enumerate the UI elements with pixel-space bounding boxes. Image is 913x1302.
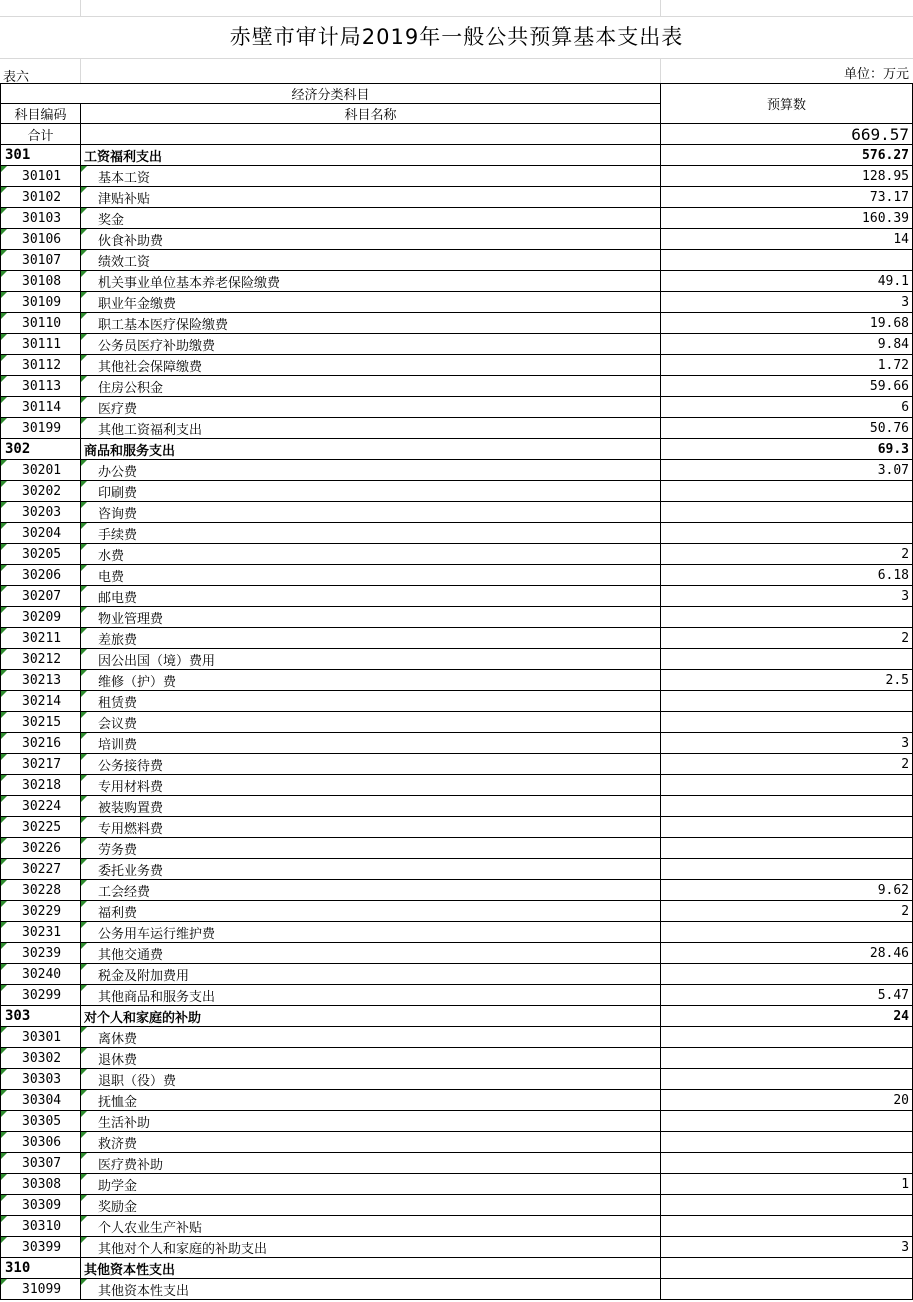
table-row [1, 565, 913, 586]
row-name: 水费 [81, 544, 661, 565]
row-value [661, 607, 913, 628]
row-name: 公务员医疗补助缴费 [81, 334, 661, 355]
row-value: 3 [661, 1237, 913, 1258]
row-value: 5.47 [661, 985, 913, 1006]
row-code: 30399 [1, 1237, 81, 1258]
row-code: 30301 [1, 1027, 81, 1048]
row-code: 30207 [1, 586, 81, 607]
row-name: 奖励金 [81, 1195, 661, 1216]
row-name: 对个人和家庭的补助 [81, 1006, 661, 1027]
row-value: 28.46 [661, 943, 913, 964]
row-code: 30212 [1, 649, 81, 670]
unit-label: 单位：万元 [843, 67, 909, 82]
row-value: 2.5 [661, 670, 913, 691]
row-code: 30201 [1, 460, 81, 481]
row-value [661, 1111, 913, 1132]
table-row [1, 229, 913, 250]
row-code: 30103 [1, 208, 81, 229]
row-name: 工会经费 [81, 880, 661, 901]
row-name: 租赁费 [81, 691, 661, 712]
row-value: 2 [661, 754, 913, 775]
row-code: 30299 [1, 985, 81, 1006]
row-code: 30107 [1, 250, 81, 271]
table-row [1, 334, 913, 355]
row-name: 公务用车运行维护费 [81, 922, 661, 943]
table-row [1, 418, 913, 439]
row-name: 商品和服务支出 [81, 439, 661, 460]
row-code: 30215 [1, 712, 81, 733]
row-value: 576.27 [661, 145, 913, 166]
table-row [1, 901, 913, 922]
row-value: 73.17 [661, 187, 913, 208]
total-value: 669.57 [661, 124, 913, 145]
row-name: 其他交通费 [81, 943, 661, 964]
row-value [661, 1279, 913, 1300]
row-value: 3.07 [661, 460, 913, 481]
table-row [1, 250, 913, 271]
row-value [661, 775, 913, 796]
row-name: 会议费 [81, 712, 661, 733]
row-value: 59.66 [661, 376, 913, 397]
row-code: 302 [1, 439, 81, 460]
row-value: 24 [661, 1006, 913, 1027]
row-name: 劳务费 [81, 838, 661, 859]
row-name: 机关事业单位基本养老保险缴费 [81, 271, 661, 292]
table-row [1, 670, 913, 691]
table-row [1, 691, 913, 712]
row-value [661, 817, 913, 838]
row-name: 退休费 [81, 1048, 661, 1069]
table-row [1, 1174, 913, 1195]
total-name-cell [81, 124, 661, 145]
row-name: 差旅费 [81, 628, 661, 649]
row-name: 伙食补助费 [81, 229, 661, 250]
row-value [661, 796, 913, 817]
table-row [1, 292, 913, 313]
row-name: 职工基本医疗保险缴费 [81, 313, 661, 334]
row-code: 30108 [1, 271, 81, 292]
table-row [1, 187, 913, 208]
row-value: 69.3 [661, 439, 913, 460]
header-economic-category: 经济分类科目 [1, 84, 661, 104]
row-name: 工资福利支出 [81, 145, 661, 166]
table-row [1, 313, 913, 334]
row-value [661, 1048, 913, 1069]
table-row [1, 145, 913, 166]
row-name: 其他资本性支出 [81, 1258, 661, 1279]
row-code: 310 [1, 1258, 81, 1279]
row-name: 救济费 [81, 1132, 661, 1153]
row-value [661, 250, 913, 271]
gridline [80, 0, 81, 16]
table-row [1, 880, 913, 901]
row-value [661, 838, 913, 859]
row-name: 津贴补贴 [81, 187, 661, 208]
row-code: 30306 [1, 1132, 81, 1153]
gridline [660, 58, 661, 83]
row-name: 职业年金缴费 [81, 292, 661, 313]
row-value: 6.18 [661, 565, 913, 586]
table-row [1, 922, 913, 943]
row-name: 医疗费补助 [81, 1153, 661, 1174]
table-row [1, 1111, 913, 1132]
row-value: 3 [661, 586, 913, 607]
row-name: 邮电费 [81, 586, 661, 607]
row-code: 30206 [1, 565, 81, 586]
table-row [1, 355, 913, 376]
row-value: 50.76 [661, 418, 913, 439]
row-name: 退职（役）费 [81, 1069, 661, 1090]
row-code: 30199 [1, 418, 81, 439]
row-value: 1 [661, 1174, 913, 1195]
row-name: 委托业务费 [81, 859, 661, 880]
table-row [1, 607, 913, 628]
row-code: 30213 [1, 670, 81, 691]
row-code: 30113 [1, 376, 81, 397]
table-row [1, 1132, 913, 1153]
row-value: 160.39 [661, 208, 913, 229]
row-code: 30227 [1, 859, 81, 880]
row-code: 30304 [1, 1090, 81, 1111]
row-code: 30211 [1, 628, 81, 649]
row-name: 其他对个人和家庭的补助支出 [81, 1237, 661, 1258]
sub-header-row [0, 58, 913, 83]
row-value: 3 [661, 733, 913, 754]
table-row [1, 166, 913, 187]
row-name: 基本工资 [81, 166, 661, 187]
table-row [1, 1027, 913, 1048]
row-name: 电费 [81, 565, 661, 586]
row-value [661, 1132, 913, 1153]
row-value [661, 1258, 913, 1279]
row-code: 30112 [1, 355, 81, 376]
row-name: 离休费 [81, 1027, 661, 1048]
row-name: 咨询费 [81, 502, 661, 523]
row-name: 个人农业生产补贴 [81, 1216, 661, 1237]
row-code: 30309 [1, 1195, 81, 1216]
row-code: 30228 [1, 880, 81, 901]
row-code: 30109 [1, 292, 81, 313]
header-row-group [1, 84, 913, 104]
table-row [1, 271, 913, 292]
row-name: 专用燃料费 [81, 817, 661, 838]
row-code: 30205 [1, 544, 81, 565]
table-row [1, 208, 913, 229]
row-code: 30101 [1, 166, 81, 187]
row-name: 因公出国（境）费用 [81, 649, 661, 670]
row-code: 301 [1, 145, 81, 166]
row-name: 办公费 [81, 460, 661, 481]
row-code: 30240 [1, 964, 81, 985]
row-name: 被装购置费 [81, 796, 661, 817]
row-value [661, 1216, 913, 1237]
row-name: 其他工资福利支出 [81, 418, 661, 439]
row-name: 手续费 [81, 523, 661, 544]
row-code: 30310 [1, 1216, 81, 1237]
table-row [1, 1006, 913, 1027]
row-value: 1.72 [661, 355, 913, 376]
row-name: 其他商品和服务支出 [81, 985, 661, 1006]
row-code: 30225 [1, 817, 81, 838]
table-label: 表六 [3, 70, 30, 85]
table-row [1, 754, 913, 775]
table-row [1, 439, 913, 460]
table-row [1, 502, 913, 523]
header-budget: 预算数 [661, 84, 913, 124]
row-value [661, 523, 913, 544]
row-name: 奖金 [81, 208, 661, 229]
row-code: 30226 [1, 838, 81, 859]
row-name: 抚恤金 [81, 1090, 661, 1111]
row-value: 19.68 [661, 313, 913, 334]
row-name: 专用材料费 [81, 775, 661, 796]
header-name: 科目名称 [81, 104, 661, 124]
table-row [1, 1279, 913, 1300]
row-value [661, 1153, 913, 1174]
budget-table [0, 83, 913, 1300]
table-row [1, 628, 913, 649]
row-code: 30305 [1, 1111, 81, 1132]
row-code: 30110 [1, 313, 81, 334]
row-name: 物业管理费 [81, 607, 661, 628]
row-code: 30224 [1, 796, 81, 817]
row-value [661, 1195, 913, 1216]
row-value: 9.84 [661, 334, 913, 355]
row-name: 印刷费 [81, 481, 661, 502]
table-row [1, 1216, 913, 1237]
row-name: 助学金 [81, 1174, 661, 1195]
row-value [661, 481, 913, 502]
row-value: 2 [661, 901, 913, 922]
header-code: 科目编码 [1, 104, 81, 124]
table-row [1, 544, 913, 565]
row-value: 3 [661, 292, 913, 313]
row-code: 30202 [1, 481, 81, 502]
row-value [661, 712, 913, 733]
table-row [1, 1090, 913, 1111]
table-row [1, 397, 913, 418]
table-row [1, 1237, 913, 1258]
total-row [1, 124, 913, 145]
row-value [661, 1069, 913, 1090]
table-row [1, 481, 913, 502]
table-row [1, 376, 913, 397]
table-row [1, 649, 913, 670]
row-code: 30308 [1, 1174, 81, 1195]
row-name: 税金及附加费用 [81, 964, 661, 985]
table-row [1, 1048, 913, 1069]
row-code: 30229 [1, 901, 81, 922]
row-code: 30114 [1, 397, 81, 418]
row-name: 其他社会保障缴费 [81, 355, 661, 376]
row-name: 生活补助 [81, 1111, 661, 1132]
row-value: 20 [661, 1090, 913, 1111]
gridline [80, 58, 81, 83]
table-row [1, 712, 913, 733]
row-code: 303 [1, 1006, 81, 1027]
row-code: 30231 [1, 922, 81, 943]
row-name: 维修（护）费 [81, 670, 661, 691]
table-row [1, 796, 913, 817]
row-value [661, 1027, 913, 1048]
table-row [1, 1258, 913, 1279]
table-row [1, 943, 913, 964]
row-value [661, 859, 913, 880]
row-code: 30214 [1, 691, 81, 712]
table-row [1, 1153, 913, 1174]
row-value: 6 [661, 397, 913, 418]
table-row [1, 1195, 913, 1216]
row-value: 2 [661, 628, 913, 649]
row-code: 30216 [1, 733, 81, 754]
row-code: 30303 [1, 1069, 81, 1090]
row-value [661, 922, 913, 943]
row-code: 30239 [1, 943, 81, 964]
table-row [1, 859, 913, 880]
gridline [660, 0, 661, 16]
row-name: 福利费 [81, 901, 661, 922]
row-value [661, 691, 913, 712]
table-row [1, 838, 913, 859]
table-row [1, 775, 913, 796]
row-name: 其他资本性支出 [81, 1279, 661, 1300]
page-title: 赤壁市审计局2019年一般公共预算基本支出表 [0, 16, 913, 59]
row-name: 医疗费 [81, 397, 661, 418]
row-value: 49.1 [661, 271, 913, 292]
row-code: 30111 [1, 334, 81, 355]
row-code: 30217 [1, 754, 81, 775]
table-row [1, 985, 913, 1006]
row-code: 31099 [1, 1279, 81, 1300]
table-row [1, 586, 913, 607]
table-row [1, 733, 913, 754]
row-code: 30218 [1, 775, 81, 796]
row-code: 30203 [1, 502, 81, 523]
total-label: 合计 [1, 124, 81, 145]
row-name: 培训费 [81, 733, 661, 754]
row-code: 30209 [1, 607, 81, 628]
row-value [661, 502, 913, 523]
row-value: 128.95 [661, 166, 913, 187]
row-name: 绩效工资 [81, 250, 661, 271]
row-code: 30204 [1, 523, 81, 544]
row-value: 14 [661, 229, 913, 250]
row-value: 9.62 [661, 880, 913, 901]
row-code: 30302 [1, 1048, 81, 1069]
row-value [661, 964, 913, 985]
row-code: 30307 [1, 1153, 81, 1174]
table-row [1, 964, 913, 985]
table-row [1, 523, 913, 544]
row-code: 30102 [1, 187, 81, 208]
row-code: 30106 [1, 229, 81, 250]
row-value: 2 [661, 544, 913, 565]
table-row [1, 460, 913, 481]
top-gridline-row [0, 0, 913, 17]
table-row [1, 817, 913, 838]
row-value [661, 649, 913, 670]
table-row [1, 1069, 913, 1090]
row-name: 公务接待费 [81, 754, 661, 775]
row-name: 住房公积金 [81, 376, 661, 397]
